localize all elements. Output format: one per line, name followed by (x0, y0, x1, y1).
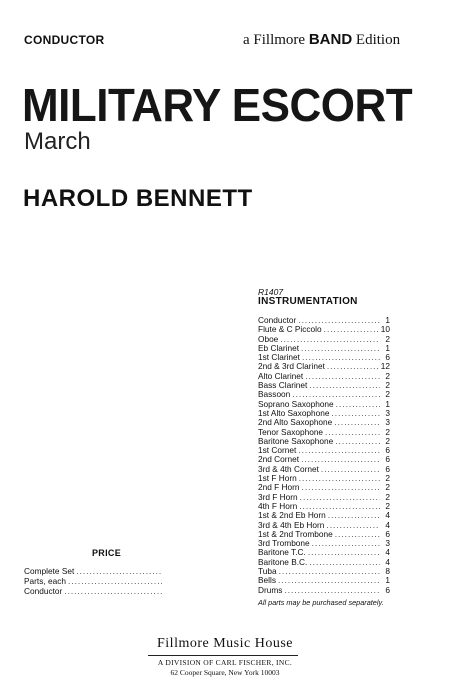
item-name: Bass Clarinet (258, 380, 308, 391)
dot-leader (335, 437, 380, 446)
item-quantity: 10 (380, 324, 390, 335)
item-name: 3rd & 4th Eb Horn (258, 519, 325, 530)
item-quantity: 2 (385, 491, 390, 502)
item-name: 3rd F Horn (258, 491, 298, 502)
item-name: 2nd Cornet (258, 454, 300, 465)
item-quantity: 2 (385, 482, 390, 493)
price-heading: PRICE (92, 548, 122, 558)
dot-leader (64, 586, 162, 596)
part-label: CONDUCTOR (24, 33, 105, 47)
item-quantity: 4 (385, 510, 390, 521)
publisher-division: A DIVISION OF CARL FISCHER, INC. (157, 658, 293, 667)
item-name: 1st & 2nd Trombone (258, 528, 333, 539)
item-name: Conductor (258, 315, 297, 325)
item-quantity: 2 (385, 500, 390, 511)
instrumentation-list (258, 316, 390, 595)
item-name: 1st Alto Saxophone (258, 407, 330, 418)
item-name: Parts, each (24, 576, 66, 586)
item-quantity: 1 (385, 315, 390, 325)
item-quantity: 6 (385, 454, 390, 465)
publisher-address: 62 Cooper Square, New York 10003 (170, 668, 280, 677)
dot-leader (302, 483, 380, 492)
dot-leader (332, 409, 381, 418)
item-quantity: 2 (385, 333, 390, 344)
composer-name: HAROLD BENNETT (23, 185, 253, 212)
dot-leader (327, 362, 379, 371)
dot-leader (324, 325, 379, 334)
item-name: 2nd Alto Saxophone (258, 417, 333, 428)
item-name: Drums (258, 584, 283, 595)
item-name: 1st Cornet (258, 445, 297, 456)
item-quantity: 4 (385, 547, 390, 558)
dot-leader (335, 530, 380, 539)
dot-leader (68, 576, 162, 586)
dot-leader (308, 548, 380, 557)
list-item (24, 566, 162, 576)
item-quantity: 4 (385, 519, 390, 530)
publisher-name: Fillmore Music House (157, 636, 293, 651)
dot-leader (305, 372, 380, 381)
dot-leader (336, 400, 380, 409)
item-name: Oboe (258, 333, 279, 344)
item-quantity: 2 (385, 426, 390, 437)
item-name: 4th F Horn (258, 500, 298, 511)
item-quantity: 6 (385, 528, 390, 539)
item-quantity: 2 (385, 389, 390, 400)
item-quantity: 3 (385, 538, 390, 549)
publisher-divider (148, 655, 298, 656)
item-name: 3rd & 4th Cornet (258, 463, 319, 474)
instrumentation-heading: INSTRUMENTATION (258, 296, 358, 307)
catalog-number: R1407 (258, 287, 284, 297)
item-quantity: 6 (385, 445, 390, 456)
dot-leader (325, 428, 380, 437)
item-name: Bells (258, 575, 276, 586)
dot-leader (278, 576, 380, 585)
item-quantity: 6 (385, 584, 390, 595)
list-item (258, 558, 390, 567)
edition-suffix: Edition (352, 32, 401, 48)
dot-leader (309, 558, 380, 567)
price-list (24, 566, 162, 596)
list-item (24, 576, 162, 586)
dot-leader (309, 381, 380, 390)
item-name: Complete Set (24, 566, 75, 576)
dot-leader (326, 521, 380, 530)
item-name: Bassoon (258, 389, 291, 400)
piece-subtitle: March (24, 128, 91, 155)
item-quantity: 8 (385, 566, 390, 577)
dot-leader (76, 566, 162, 576)
item-name: 1st & 2nd Eb Horn (258, 510, 326, 521)
item-quantity: 1 (385, 575, 390, 586)
dot-leader (321, 465, 380, 474)
list-item (258, 567, 390, 576)
list-item (258, 586, 390, 595)
item-name: Eb Clarinet (258, 342, 300, 353)
edition-line (243, 31, 400, 49)
list-item (24, 586, 162, 596)
dot-leader (284, 586, 380, 595)
item-name: 3rd Trombone (258, 538, 310, 549)
item-name: Tuba (258, 566, 277, 577)
item-name: Conductor (24, 586, 63, 596)
item-name: 1st F Horn (258, 473, 297, 484)
piece-title: MILITARY ESCORT (22, 80, 413, 132)
item-name: Baritone T.C. (258, 547, 306, 558)
edition-prefix: a Fillmore (243, 32, 309, 48)
item-quantity: 3 (385, 417, 390, 428)
item-quantity: 3 (385, 407, 390, 418)
dot-leader (334, 418, 380, 427)
item-quantity: 2 (385, 435, 390, 446)
item-quantity: 6 (385, 463, 390, 474)
item-quantity: 4 (385, 556, 390, 567)
item-name: 2nd F Horn (258, 482, 300, 493)
item-name: Soprano Saxophone (258, 398, 334, 409)
item-name: 2nd & 3rd Clarinet (258, 361, 325, 372)
item-quantity: 2 (385, 370, 390, 381)
dot-leader (301, 344, 380, 353)
dot-leader (328, 511, 380, 520)
item-quantity: 6 (385, 352, 390, 363)
dot-leader (279, 567, 380, 576)
item-name: Baritone B.C. (258, 556, 308, 567)
item-name: Alto Clarinet (258, 370, 304, 381)
item-name: Tenor Saxophone (258, 426, 324, 437)
item-quantity: 12 (380, 361, 390, 372)
item-name: 1st Clarinet (258, 352, 300, 363)
item-quantity: 1 (385, 342, 390, 353)
item-name: Flute & C Piccolo (258, 324, 322, 335)
dot-leader (300, 493, 380, 502)
item-name: Baritone Saxophone (258, 435, 334, 446)
dot-leader (299, 474, 380, 483)
edition-band: BAND (308, 31, 353, 48)
item-quantity: 2 (385, 473, 390, 484)
parts-note: All parts may be purchased separately. (258, 598, 384, 607)
dot-leader (312, 539, 380, 548)
dot-leader (298, 446, 380, 455)
item-quantity: 1 (385, 398, 390, 409)
item-quantity: 2 (385, 380, 390, 391)
